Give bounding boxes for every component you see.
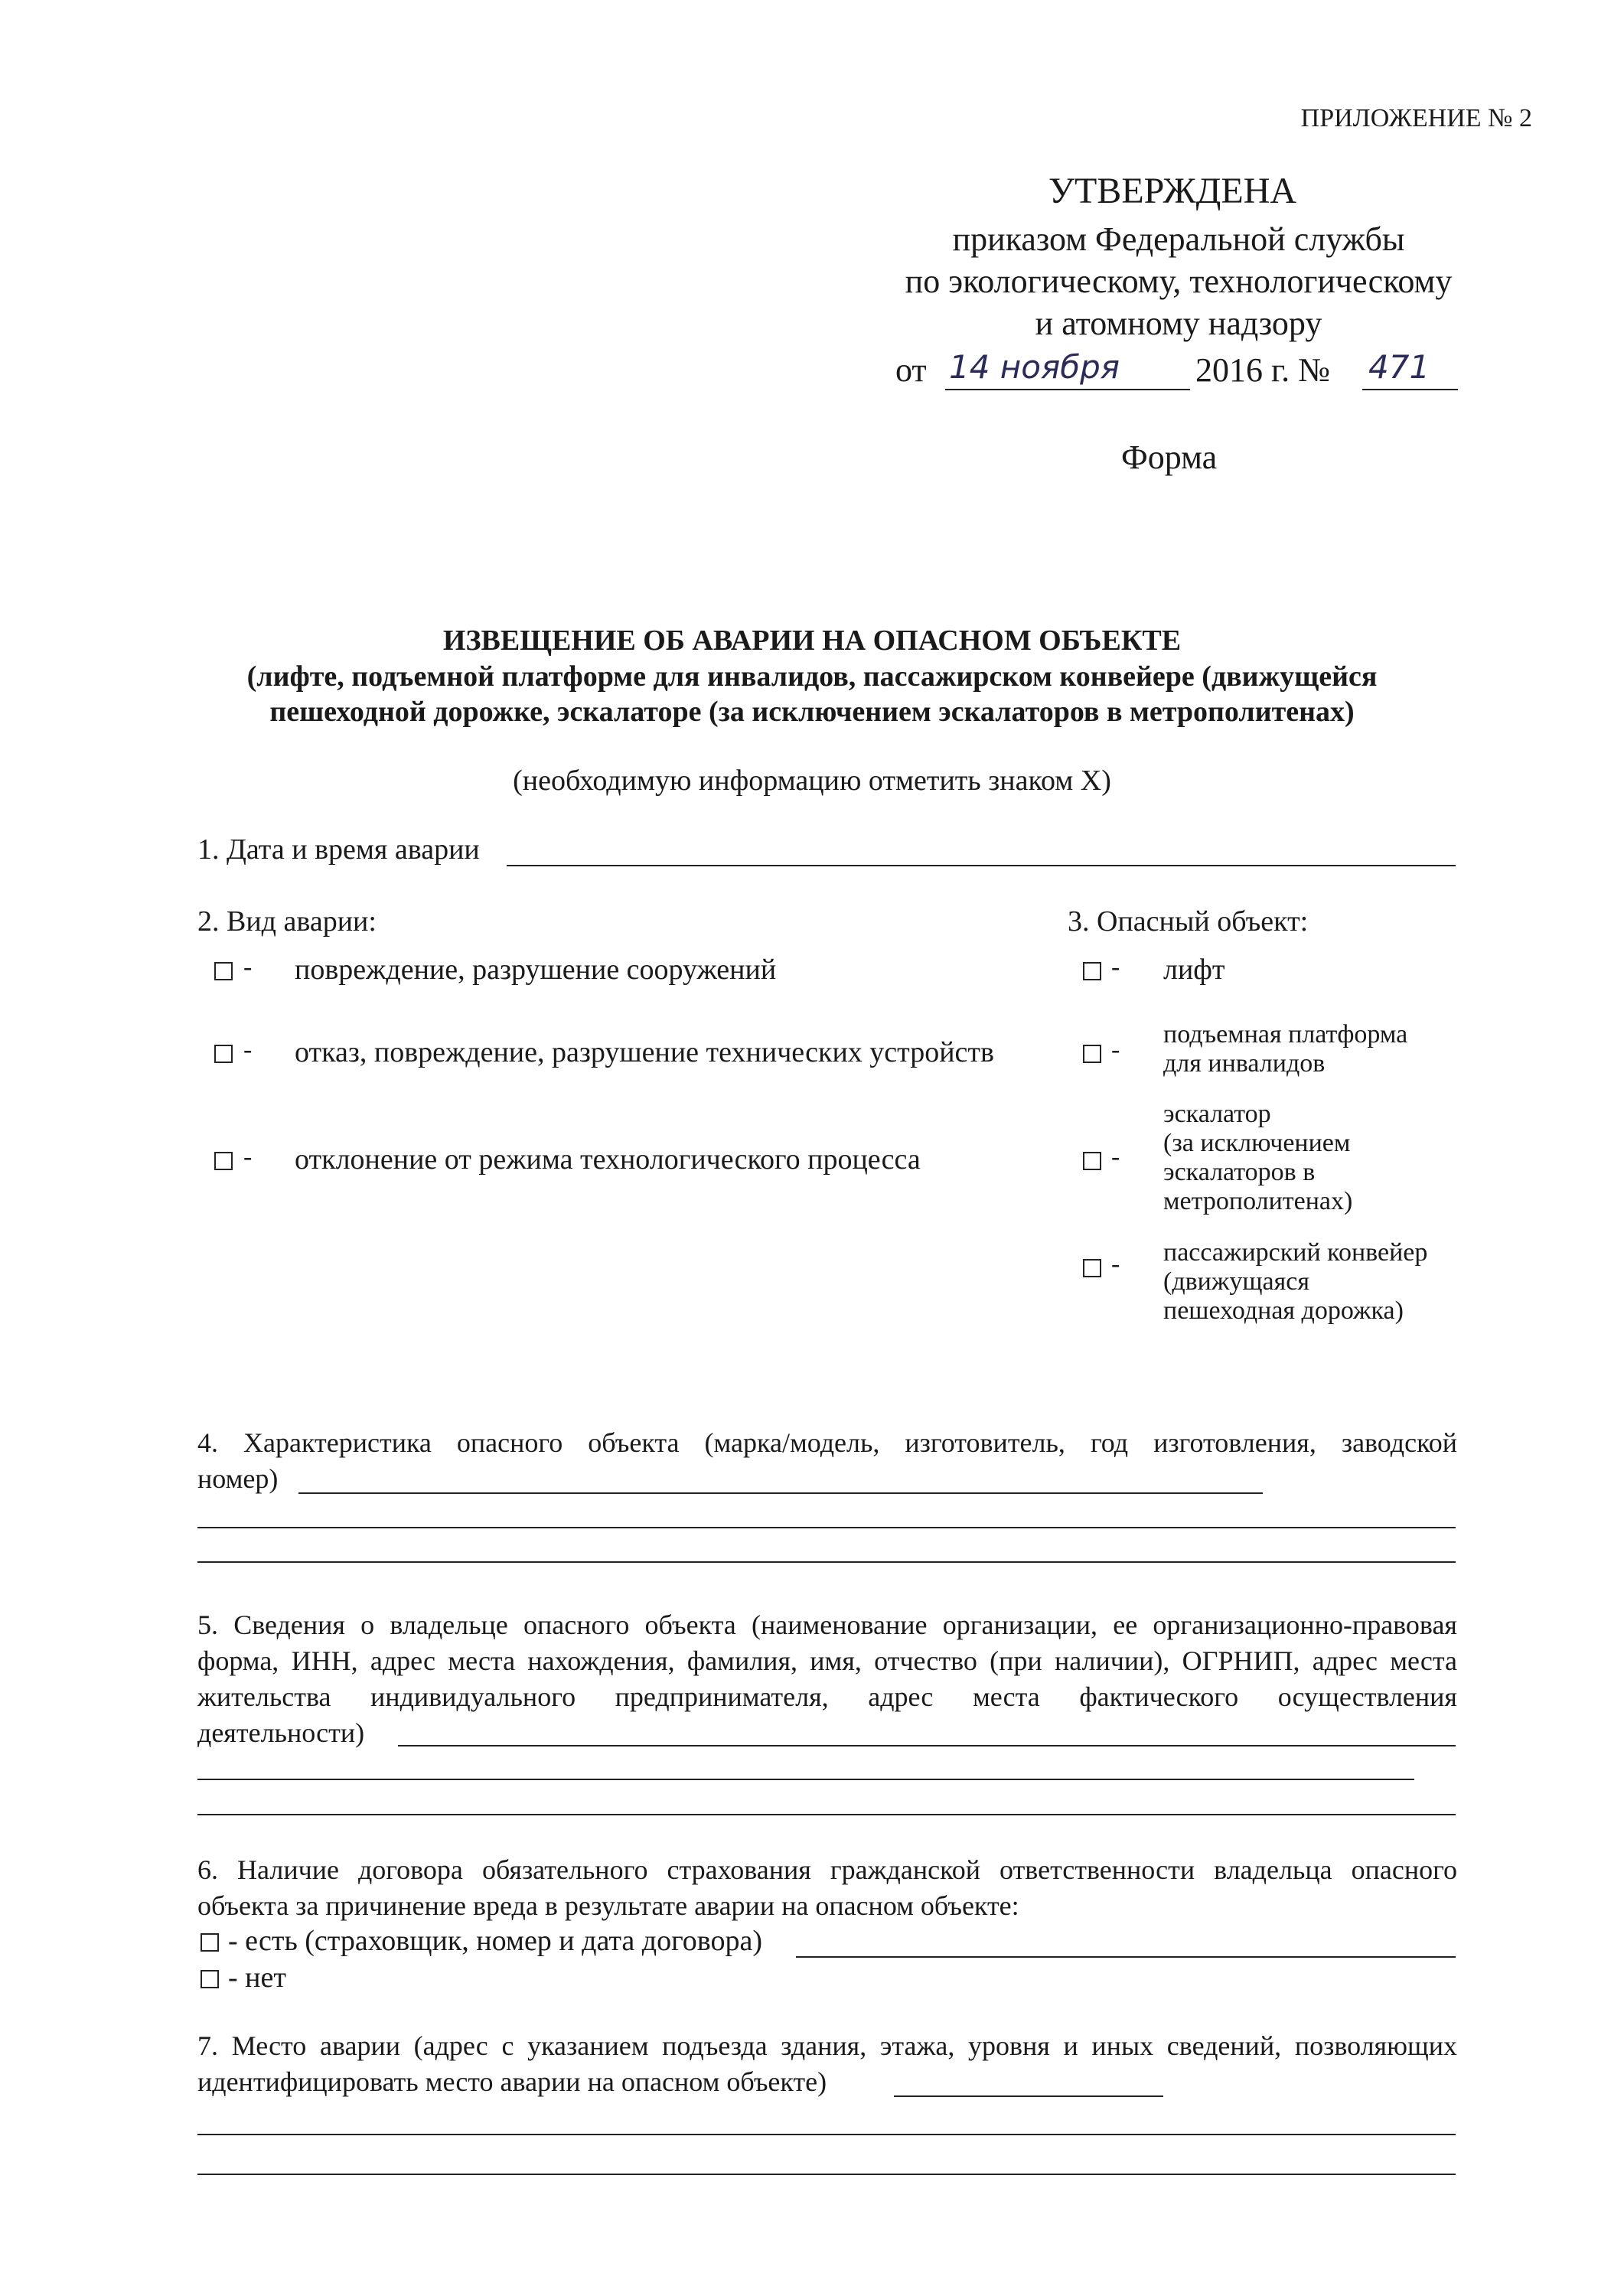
s7-field-3[interactable] bbox=[197, 2174, 1456, 2175]
option-label: эскалатор (за исключением эскалаторов в метрополитенах) bbox=[1163, 1100, 1353, 1215]
checkbox-insurance-yes[interactable] bbox=[201, 1933, 219, 1952]
approved-heading: УТВЕРЖДЕНА bbox=[1048, 171, 1297, 211]
dash: - bbox=[1111, 1250, 1120, 1278]
option-label: пассажирский конвейер (движущаяся пешеходная дорожка) bbox=[1163, 1238, 1428, 1325]
s1-label: 1. Дата и время аварии bbox=[197, 833, 480, 866]
dash: - bbox=[243, 1035, 253, 1064]
option-label: - есть (страховщик, номер и дата договора) bbox=[228, 1925, 762, 1957]
checkbox-elevator[interactable] bbox=[1083, 962, 1101, 980]
checkbox-insurance-no[interactable] bbox=[201, 1970, 219, 1988]
date-prefix: от bbox=[895, 351, 927, 389]
notice-subtitle-2: пешеходной дорожке, эскалаторе (за исключением эскалаторов в метрополитенах) bbox=[269, 696, 1355, 728]
notice-subtitle-1: (лифте, подъемной платформе для инвалидов, пассажирском конвейере (движущейся bbox=[246, 660, 1378, 693]
appendix-label: ПРИЛОЖЕНИЕ № 2 bbox=[1300, 104, 1532, 132]
s3-label: 3. Опасный объект: bbox=[1068, 905, 1309, 938]
order-line-1: приказом Федеральной службы bbox=[952, 220, 1405, 258]
dash: - bbox=[1111, 1035, 1120, 1064]
s4-field-2[interactable] bbox=[197, 1527, 1456, 1528]
s4-field-3[interactable] bbox=[197, 1561, 1456, 1563]
option-label: повреждение, разрушение сооружений bbox=[295, 954, 777, 986]
checkbox-process-deviation[interactable] bbox=[214, 1152, 233, 1170]
order-line-2: по экологическому, технологическому bbox=[905, 263, 1453, 300]
option-label: лифт bbox=[1163, 954, 1225, 986]
notice-title: ИЗВЕЩЕНИЕ ОБ АВАРИИ НА ОПАСНОМ ОБЪЕКТЕ bbox=[442, 625, 1182, 657]
option-label: отклонение от режима технологического процесса bbox=[295, 1143, 921, 1176]
date-underline bbox=[945, 389, 1190, 390]
handwritten-date: 14 ноября bbox=[949, 348, 1120, 386]
s7-text: 7. Место аварии (адрес с указанием подъезда здания, этажа, уровня и иных сведений, позволяющих идентифицировать место аварии на опасном объекте) bbox=[197, 2030, 1457, 2097]
option-label: отказ, повреждение, разрушение технических устройств bbox=[295, 1036, 994, 1068]
s4-field-1[interactable] bbox=[298, 1492, 1263, 1494]
s5-field-3[interactable] bbox=[197, 1814, 1456, 1815]
s5-field-1[interactable] bbox=[398, 1745, 1456, 1746]
option-label: подъемная платформа для инвалидов bbox=[1163, 1020, 1408, 1078]
order-line-3: и атомному надзору bbox=[1035, 305, 1322, 342]
s7-field-1[interactable] bbox=[894, 2095, 1163, 2097]
dash: - bbox=[243, 953, 253, 981]
checkbox-passenger-conveyor[interactable] bbox=[1083, 1259, 1101, 1277]
s2-label: 2. Вид аварии: bbox=[197, 905, 377, 938]
checkbox-lift-platform[interactable] bbox=[1083, 1045, 1101, 1063]
year-number-label: 2016 г. № bbox=[1195, 351, 1331, 389]
s6-text: 6. Наличие договора обязательного страхования гражданской ответственности владельца опасного объекта за причинение вреда в результате аварии на опасном объекте: bbox=[197, 1854, 1457, 1921]
checkbox-device-failure[interactable] bbox=[214, 1045, 233, 1063]
s1-date-field[interactable] bbox=[507, 865, 1456, 866]
dash: - bbox=[243, 1143, 253, 1171]
s7-field-2[interactable] bbox=[197, 2134, 1456, 2135]
form-label: Форма bbox=[1121, 439, 1218, 476]
dash: - bbox=[1111, 953, 1120, 981]
checkbox-escalator[interactable] bbox=[1083, 1152, 1101, 1170]
number-underline bbox=[1362, 389, 1458, 390]
dash: - bbox=[1111, 1143, 1120, 1171]
option-label: - нет bbox=[228, 1962, 286, 1994]
handwritten-number: 471 bbox=[1368, 348, 1430, 386]
instruction-text: (необходимую информацию отметить знаком X) bbox=[513, 765, 1111, 797]
s5-text: 5. Сведения о владельце опасного объекта (наименование организации, ее организационно-правовая форма, ИНН, адрес места нахождения, фамилия, имя, отчество (при наличии), ОГРНИП, адрес места жительства индивидуального предпринимателя, адрес места фактического осуществления деятельности) bbox=[197, 1609, 1457, 1748]
checkbox-structure-damage[interactable] bbox=[214, 962, 233, 980]
s5-field-2[interactable] bbox=[197, 1779, 1414, 1780]
s6-insurer-field[interactable] bbox=[796, 1956, 1456, 1958]
s4-text: 4. Характеристика опасного объекта (марка/модель, изготовитель, год изготовления, заводской номер) bbox=[197, 1427, 1457, 1494]
